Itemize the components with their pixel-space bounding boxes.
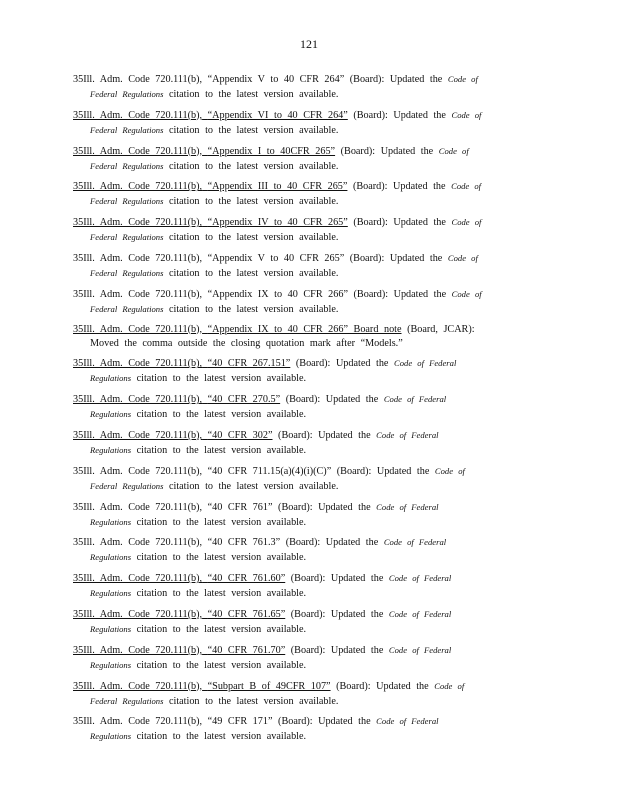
entry-citation-heading xyxy=(73,716,273,727)
entry-first-line xyxy=(73,323,543,337)
errata-entry xyxy=(73,287,543,317)
entry-source: (Board): xyxy=(336,680,371,692)
entry-action: Updated the xyxy=(393,181,446,193)
entry-title: “Appendix I to 40CFR 265” xyxy=(207,145,336,157)
entry-description: citation to the latest version available. xyxy=(168,196,339,208)
entry-second-line xyxy=(73,694,543,709)
entry-source: (Board): xyxy=(278,716,313,728)
entry-second-line xyxy=(73,230,543,245)
entry-cite: 35Ill. Adm. Code 720.111(b), xyxy=(73,716,203,728)
entry-second-line xyxy=(73,729,543,744)
entry-action: Updated the xyxy=(330,608,384,620)
entry-source: (Board): xyxy=(278,429,313,441)
entry-action: Updated the xyxy=(389,252,443,264)
entry-citation-heading xyxy=(73,358,290,369)
entry-description: Moved the comma outside the closing quotation mark after “Models.” xyxy=(90,337,403,349)
entry-italic-publication: Code of xyxy=(451,288,482,299)
entry-action: Updated the xyxy=(389,74,443,85)
entry-first-line xyxy=(73,108,543,123)
entry-source: (Board): xyxy=(285,537,321,549)
entry-citation-heading xyxy=(73,324,402,335)
entry-description: citation to the latest version available. xyxy=(168,160,339,172)
entry-cite: 35Ill. Adm. Code 720.111(b), xyxy=(73,288,203,300)
entry-first-line xyxy=(73,251,543,266)
entry-italic-publication: Code of Federal xyxy=(376,716,439,727)
entry-source: (Board): xyxy=(290,608,326,620)
errata-entry xyxy=(73,679,543,709)
errata-entry xyxy=(73,356,543,386)
entry-italic-publication-cont: Regulations xyxy=(90,659,132,670)
entry-description: citation to the latest version available. xyxy=(136,409,307,421)
entry-italic-publication: Code of Federal xyxy=(388,608,452,619)
errata-entry xyxy=(73,535,543,565)
entry-first-line xyxy=(73,607,543,622)
entry-source: (Board): xyxy=(285,394,321,406)
entry-italic-publication-cont: Federal Regulations xyxy=(90,480,164,491)
entry-italic-publication: Code of Federal xyxy=(376,429,439,440)
entry-cite: 35Ill. Adm. Code 720.111(b), xyxy=(73,252,203,264)
entry-citation-heading xyxy=(73,146,335,157)
entry-citation-heading xyxy=(73,537,280,548)
entry-title: “40 CFR 302” xyxy=(207,429,273,441)
entry-source: (Board): xyxy=(290,644,326,656)
entry-title: “40 CFR 270.5” xyxy=(207,394,281,406)
errata-entry xyxy=(73,72,543,102)
entry-source: (Board): xyxy=(295,358,331,370)
entry-citation-heading xyxy=(73,289,348,300)
entry-italic-publication: Code of xyxy=(438,145,469,156)
entry-citation-heading xyxy=(73,430,273,441)
entry-italic-publication: Code of xyxy=(434,465,465,476)
entry-cite: 35Ill. Adm. Code 720.111(b), xyxy=(73,537,203,549)
entry-action: Updated the xyxy=(330,644,384,656)
entry-citation-heading xyxy=(73,466,331,477)
entry-first-line xyxy=(73,356,543,371)
errata-entry xyxy=(73,607,543,637)
entry-second-line xyxy=(73,159,543,174)
entry-italic-publication-cont: Federal Regulations xyxy=(90,267,164,278)
entry-citation-heading xyxy=(73,217,348,228)
entry-description: citation to the latest version available. xyxy=(168,124,339,136)
entry-description: citation to the latest version available. xyxy=(136,373,307,385)
entry-title: “49 CFR 171” xyxy=(207,716,273,728)
entry-second-line xyxy=(73,479,543,494)
entry-italic-publication-cont: Regulations xyxy=(90,516,132,527)
entry-citation-heading xyxy=(73,394,280,405)
entry-title: “Appendix IX to 40 CFR 266” Board note xyxy=(207,323,402,335)
entry-description: citation to the latest version available. xyxy=(136,623,307,635)
entry-source: (Board): xyxy=(278,501,313,513)
entry-second-line xyxy=(73,550,543,565)
entry-title: “Appendix VI to 40 CFR 264” xyxy=(207,109,348,121)
entry-title: “40 CFR 711.15(a)(4)(i)(C)” xyxy=(207,465,332,477)
entry-cite: 35Ill. Adm. Code 720.111(b), xyxy=(73,74,203,85)
entry-title: “40 CFR 761.3” xyxy=(207,537,281,549)
entry-source: (Board): xyxy=(353,288,389,300)
entry-citation-heading xyxy=(73,645,285,656)
entry-italic-publication: Code of xyxy=(451,181,482,192)
entry-second-line xyxy=(73,371,543,386)
errata-entry xyxy=(73,215,543,245)
errata-entry xyxy=(73,108,543,138)
entry-italic-publication: Code of Federal xyxy=(388,644,452,655)
errata-entry xyxy=(73,251,543,281)
entry-italic-publication: Code of xyxy=(434,680,465,691)
entry-description: citation to the latest version available. xyxy=(168,89,339,100)
entry-title: “Appendix III to 40 CFR 265” xyxy=(207,181,348,193)
entry-cite: 35Ill. Adm. Code 720.111(b), xyxy=(73,608,203,620)
entry-cite: 35Ill. Adm. Code 720.111(b), xyxy=(73,680,203,692)
entry-italic-publication: Code of xyxy=(447,74,478,84)
entry-title: “40 CFR 761.70” xyxy=(207,644,286,656)
entry-second-line xyxy=(73,266,543,281)
entry-second-line xyxy=(73,586,543,601)
entry-description: citation to the latest version available. xyxy=(136,552,307,564)
entry-italic-publication-cont: Regulations xyxy=(90,552,132,563)
entry-source: (Board): xyxy=(353,109,388,121)
entry-description: citation to the latest version available. xyxy=(136,588,307,600)
entry-italic-publication-cont: Regulations xyxy=(90,373,132,384)
entry-italic-publication: Code of xyxy=(451,217,482,228)
errata-entry xyxy=(73,500,543,530)
entry-cite: 35Ill. Adm. Code 720.111(b), xyxy=(73,358,203,370)
entry-action: Updated the xyxy=(376,680,429,692)
entry-italic-publication: Code of Federal xyxy=(388,573,452,584)
entry-second-line xyxy=(73,302,543,317)
entry-citation-heading xyxy=(73,502,273,513)
entry-title: “40 CFR 761.65” xyxy=(207,608,286,620)
entry-description: citation to the latest version available. xyxy=(168,303,339,315)
entry-second-line xyxy=(73,337,543,351)
entry-cite: 35Ill. Adm. Code 720.111(b), xyxy=(73,145,203,157)
entry-title: “Appendix V to 40 CFR 264” xyxy=(207,74,345,85)
entry-second-line xyxy=(73,443,543,458)
errata-entry xyxy=(73,144,543,174)
errata-entry xyxy=(73,714,543,744)
entry-second-line xyxy=(73,622,543,637)
entry-second-line xyxy=(73,515,543,530)
entry-description: citation to the latest version available. xyxy=(168,695,339,707)
entry-cite: 35Ill. Adm. Code 720.111(b), xyxy=(73,323,203,335)
entry-first-line xyxy=(73,144,543,159)
entry-source: (Board): xyxy=(352,181,388,193)
entry-citation-heading xyxy=(73,181,347,192)
entry-action: Updated the xyxy=(318,501,371,513)
entry-action: Updated the xyxy=(335,358,389,370)
entry-cite: 35Ill. Adm. Code 720.111(b), xyxy=(73,181,203,193)
entry-italic-publication-cont: Federal Regulations xyxy=(90,196,164,207)
errata-entry xyxy=(73,179,543,209)
entry-action: Updated the xyxy=(325,537,379,549)
errata-entry xyxy=(73,571,543,601)
entry-first-line xyxy=(73,571,543,586)
entry-description: citation to the latest version available. xyxy=(168,232,339,244)
entry-second-line xyxy=(73,407,543,422)
errata-entry xyxy=(73,323,543,351)
entry-source: (Board): xyxy=(353,217,388,229)
entry-italic-publication-cont: Regulations xyxy=(90,731,132,742)
entry-description: citation to the latest version available. xyxy=(136,731,307,743)
entry-action: Updated the xyxy=(393,109,446,121)
entry-first-line xyxy=(73,714,543,729)
entry-cite: 35Ill. Adm. Code 720.111(b), xyxy=(73,429,203,441)
entry-action: Updated the xyxy=(393,288,447,300)
errata-entry xyxy=(73,643,543,673)
entry-source: (Board, JCAR): xyxy=(407,323,475,335)
entry-italic-publication: Code of xyxy=(447,252,478,263)
entry-first-line xyxy=(73,643,543,658)
entry-action: Updated the xyxy=(376,465,430,477)
entry-description: citation to the latest version available. xyxy=(168,267,339,279)
entry-first-line xyxy=(73,287,543,302)
entry-cite: 35Ill. Adm. Code 720.111(b), xyxy=(73,501,203,513)
entry-title: “Appendix IV to 40 CFR 265” xyxy=(207,217,348,229)
entry-cite: 35Ill. Adm. Code 720.111(b), xyxy=(73,217,203,229)
entry-action: Updated the xyxy=(318,429,371,441)
entry-source: (Board): xyxy=(349,252,385,264)
entry-second-line xyxy=(73,658,543,673)
entry-title: “Subpart B of 49CFR 107” xyxy=(207,680,331,692)
entry-italic-publication-cont: Regulations xyxy=(90,588,132,599)
entry-source: (Board): xyxy=(290,573,326,585)
entry-action: Updated the xyxy=(393,217,446,229)
entry-cite: 35Ill. Adm. Code 720.111(b), xyxy=(73,573,203,585)
entry-italic-publication-cont: Regulations xyxy=(90,409,132,420)
entry-second-line xyxy=(73,123,543,138)
entry-italic-publication-cont: Federal Regulations xyxy=(90,160,164,171)
entry-italic-publication: Code of Federal xyxy=(376,501,439,512)
entry-italic-publication-cont: Federal Regulations xyxy=(90,695,164,706)
entry-cite: 35Ill. Adm. Code 720.111(b), xyxy=(73,644,203,656)
entry-first-line xyxy=(73,500,543,515)
entry-citation-heading xyxy=(73,253,344,264)
entry-second-line xyxy=(73,87,543,102)
entry-citation-heading xyxy=(73,573,285,584)
entry-title: “Appendix V to 40 CFR 265” xyxy=(207,252,345,264)
entry-description: citation to the latest version available. xyxy=(136,516,307,528)
entry-first-line xyxy=(73,679,543,694)
errata-entry xyxy=(73,464,543,494)
entry-first-line xyxy=(73,392,543,407)
entry-description: citation to the latest version available. xyxy=(136,444,307,456)
entry-first-line xyxy=(73,535,543,550)
entry-citation-heading xyxy=(73,74,344,85)
entry-action: Updated the xyxy=(318,716,371,728)
entry-action: Updated the xyxy=(325,394,379,406)
entry-italic-publication: Code of Federal xyxy=(383,537,447,548)
entry-title: “Appendix IX to 40 CFR 266” xyxy=(207,288,348,300)
entry-description: citation to the latest version available. xyxy=(136,659,307,671)
entry-italic-publication-cont: Federal Regulations xyxy=(90,232,164,243)
errata-entries xyxy=(73,72,543,750)
entry-citation-heading xyxy=(73,110,348,121)
entry-source: (Board): xyxy=(349,74,385,85)
entry-italic-publication-cont: Federal Regulations xyxy=(90,124,164,135)
entry-italic-publication: Code of Federal xyxy=(383,394,447,405)
entry-italic-publication: Code of Federal xyxy=(394,358,457,369)
entry-italic-publication-cont: Regulations xyxy=(90,623,132,634)
entry-italic-publication-cont: Regulations xyxy=(90,444,132,455)
entry-italic-publication-cont: Federal Regulations xyxy=(90,303,164,314)
entry-first-line xyxy=(73,179,543,194)
entry-action: Updated the xyxy=(380,145,434,157)
entry-title: “40 CFR 761.60” xyxy=(207,573,286,585)
entry-source: (Board): xyxy=(336,465,372,477)
errata-entry xyxy=(73,392,543,422)
entry-action: Updated the xyxy=(330,573,384,585)
entry-first-line xyxy=(73,72,543,87)
entry-first-line xyxy=(73,428,543,443)
page-number: 121 xyxy=(300,37,318,51)
entry-second-line xyxy=(73,194,543,209)
entry-italic-publication-cont: Federal Regulations xyxy=(90,89,164,99)
entry-citation-heading xyxy=(73,609,285,620)
entry-title: “40 CFR 761” xyxy=(207,501,273,513)
entry-first-line xyxy=(73,215,543,230)
entry-cite: 35Ill. Adm. Code 720.111(b), xyxy=(73,109,203,121)
entry-source: (Board): xyxy=(340,145,376,157)
entry-first-line xyxy=(73,464,543,479)
entry-title: “40 CFR 267.151” xyxy=(207,358,291,370)
entry-cite: 35Ill. Adm. Code 720.111(b), xyxy=(73,394,203,406)
entry-citation-heading xyxy=(73,681,331,692)
entry-cite: 35Ill. Adm. Code 720.111(b), xyxy=(73,465,203,477)
entry-italic-publication: Code of xyxy=(451,109,482,120)
entry-description: citation to the latest version available. xyxy=(168,480,339,492)
errata-entry xyxy=(73,428,543,458)
